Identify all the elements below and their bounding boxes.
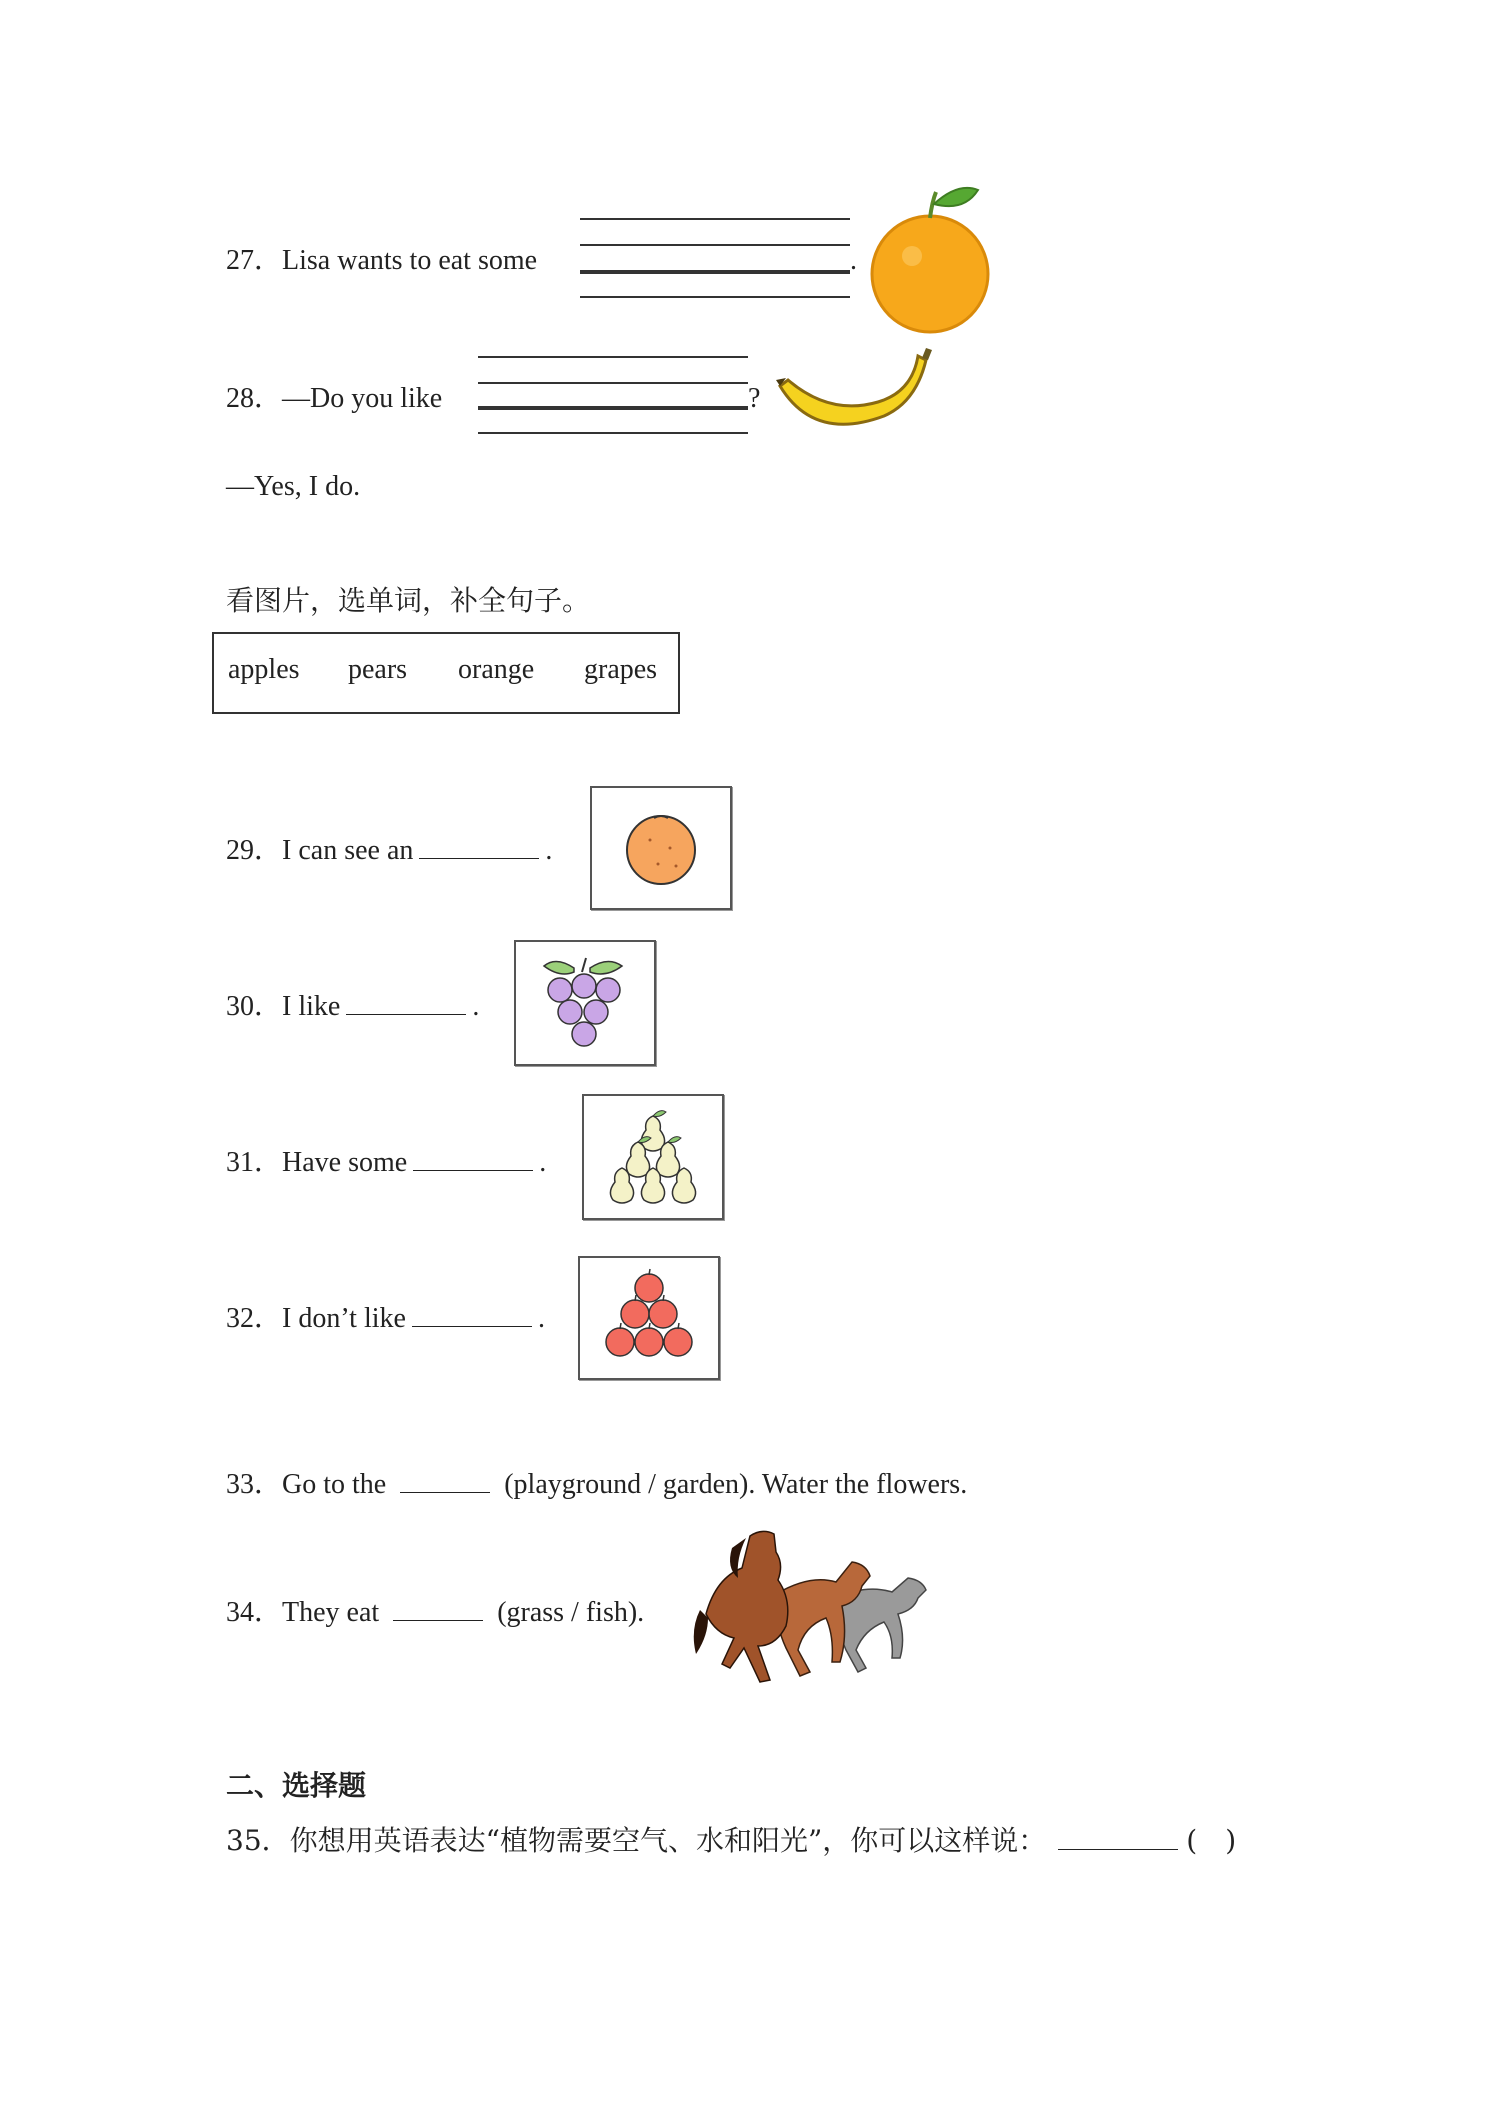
word-bank-item: apples <box>228 654 300 685</box>
question-options: (grass / fish). <box>497 1597 645 1628</box>
answer-blank[interactable] <box>400 1470 490 1493</box>
answer-blank[interactable] <box>1058 1827 1178 1850</box>
sentence-end: . <box>539 1147 547 1178</box>
sentence-end: . <box>472 991 480 1022</box>
grapes-icon <box>516 942 654 1064</box>
question-text: I can see an <box>282 835 414 866</box>
picture-box <box>582 1094 724 1220</box>
question-number: 32． <box>226 1303 283 1334</box>
picture-box <box>590 786 732 910</box>
question-27 <box>226 244 537 278</box>
word-bank-item: orange <box>458 654 535 685</box>
question-number: 29． <box>226 835 283 866</box>
horses-icon <box>686 1518 948 1694</box>
question-number: 34． <box>226 1597 283 1628</box>
question-text: They eat <box>282 1597 380 1628</box>
question-text: I like <box>282 991 341 1022</box>
question-number: 33． <box>226 1469 283 1500</box>
pears-icon <box>584 1096 722 1218</box>
question-number: 27． <box>226 245 283 276</box>
four-line-writing-grid[interactable] <box>580 218 850 302</box>
sentence-end: . <box>537 1303 545 1334</box>
question-30 <box>226 990 479 1024</box>
sentence-end: . <box>545 835 553 866</box>
word-bank-box <box>212 632 680 714</box>
section-heading: 二、选择题 <box>226 1769 367 1802</box>
question-32 <box>226 1302 545 1336</box>
question-text: —Do you like <box>282 383 443 414</box>
orange-icon <box>868 182 996 334</box>
question-text: Lisa wants to eat some <box>282 245 538 276</box>
answer-blank[interactable] <box>413 1148 533 1171</box>
question-text: Go to the <box>282 1469 387 1500</box>
answer-parentheses[interactable]: ( ) <box>1186 1824 1237 1857</box>
orange-icon <box>592 788 730 908</box>
answer-blank[interactable] <box>393 1598 483 1621</box>
picture-box <box>514 940 656 1066</box>
question-number: 31． <box>226 1147 283 1178</box>
question-28 <box>226 382 442 416</box>
answer-blank[interactable] <box>346 992 466 1015</box>
question-number: 28． <box>226 383 283 414</box>
apples-icon <box>580 1258 718 1378</box>
question-31 <box>226 1146 546 1180</box>
answer-blank[interactable] <box>419 836 539 859</box>
question-text: 你想用英语表达“植物需要空气、水和阳光”，你可以这样说： <box>289 1824 1047 1857</box>
sentence-end: ? <box>748 383 761 414</box>
question-29 <box>226 834 552 868</box>
answer-blank[interactable] <box>412 1304 532 1327</box>
word-bank-item: grapes <box>584 654 658 685</box>
question-number: 35． <box>226 1824 290 1857</box>
question-text: I don’t like <box>282 1303 406 1334</box>
picture-box <box>578 1256 720 1380</box>
instruction-text: 看图片，选单词，补全句子。 <box>226 584 591 617</box>
answer-line: —Yes, I do. <box>226 471 361 502</box>
question-options: (playground / garden). Water the flowers. <box>504 1469 968 1500</box>
four-line-writing-grid[interactable] <box>478 356 748 440</box>
banana-icon <box>774 346 934 446</box>
question-33 <box>226 1468 967 1502</box>
question-number: 30． <box>226 991 283 1022</box>
sentence-end: . <box>850 245 857 276</box>
question-34 <box>226 1596 644 1630</box>
question-text: Have some <box>282 1147 408 1178</box>
question-35 <box>226 1824 1236 1858</box>
word-bank-item: pears <box>348 654 408 685</box>
